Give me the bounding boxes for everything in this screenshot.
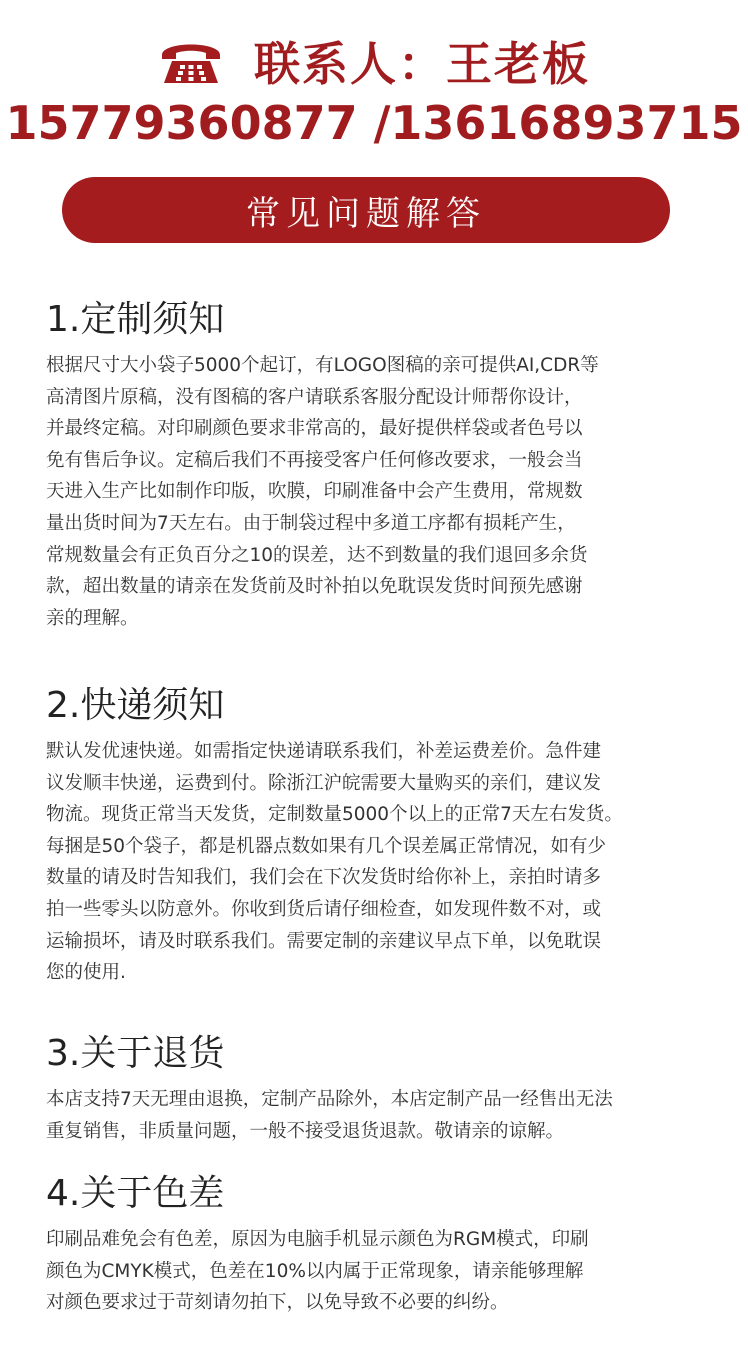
faq-title: 常见问题解答 <box>246 193 486 234</box>
text-line: 数量的请及时告知我们，我们会在下次发货时给你补上，亲拍时请多 <box>46 867 602 889</box>
text-line: 您的使用. <box>46 962 126 984</box>
section-title: 1.定制须知 <box>46 299 225 340</box>
text-line: 物流。现货正常当天发货，定制数量5000个以上的正常7天左右发货。 <box>46 804 623 826</box>
section-title: 2.快递须知 <box>46 685 225 726</box>
text-line: 运输损坏，请及时联系我们。需要定制的亲建议早点下单，以免耽误 <box>46 930 602 952</box>
section-body <box>46 1224 726 1319</box>
section-shipping <box>46 684 726 989</box>
section-title: 3.关于退货 <box>46 1033 225 1074</box>
contact-label: 联系人：王老板 <box>254 37 590 91</box>
text-line: 对颜色要求过于苛刻请勿拍下，以免导致不必要的纠纷。 <box>46 1292 509 1314</box>
section-body <box>46 1084 726 1147</box>
text-line: 印刷品难免会有色差，原因为电脑手机显示颜色为RGM模式，印刷 <box>46 1229 589 1250</box>
text-line: 重复销售，非质量问题，一般不接受退货退款。敬请亲的谅解。 <box>46 1120 565 1142</box>
contact-row <box>0 30 748 92</box>
section-color-difference <box>46 1172 726 1319</box>
text-line: 本店支持7天无理由退换，定制产品除外，本店定制产品一经售出无法 <box>46 1089 613 1110</box>
text-line: 议发顺丰快递，运费到付。除浙江沪皖需要大量购买的亲们，建议发 <box>46 772 602 794</box>
section-title: 4.关于色差 <box>46 1173 225 1214</box>
text-line: 款，超出数量的请亲在发货前及时补拍以免耽误发货时间预先感谢 <box>46 576 583 598</box>
text-line: 高清图片原稿，没有图稿的客户请联系客服分配设计师帮你设计， <box>46 386 583 408</box>
text-line: 拍一些零头以防意外。你收到货后请仔细检查，如发现件数不对，或 <box>46 898 602 920</box>
text-line: 每捆是50个袋子，都是机器点数如果有几个误差属正常情况，如有少 <box>46 835 607 857</box>
phone-numbers: 15779360877 /13616893715 <box>5 96 743 150</box>
text-line: 亲的理解。 <box>46 607 139 629</box>
text-line: 颜色为CMYK模式，色差在10%以内属于正常现象，请亲能够理解 <box>46 1260 584 1282</box>
text-line: 根据尺寸大小袋子5000个起订，有LOGO图稿的亲可提供AI,CDR等 <box>46 355 599 376</box>
text-line: 并最终定稿。对印刷颜色要求非常高的，最好提供样袋或者色号以 <box>46 418 583 440</box>
section-body <box>46 350 726 634</box>
section-body <box>46 736 726 989</box>
text-line: 默认发优速快递。如需指定快递请联系我们，补差运费差价。急件建 <box>46 741 602 762</box>
telephone-icon <box>158 35 224 87</box>
text-line: 常规数量会有正负百分之10的误差，达不到数量的我们退回多余货 <box>46 544 588 566</box>
section-customization <box>46 298 726 634</box>
text-line: 免有售后争议。定稿后我们不再接受客户任何修改要求，一般会当 <box>46 449 583 471</box>
text-line: 量出货时间为7天左右。由于制袋过程中多道工序都有损耗产生， <box>46 512 576 534</box>
section-returns <box>46 1032 726 1147</box>
faq-banner <box>62 177 670 243</box>
text-line: 天进入生产比如制作印版，吹膜，印刷准备中会产生费用，常规数 <box>46 481 583 503</box>
